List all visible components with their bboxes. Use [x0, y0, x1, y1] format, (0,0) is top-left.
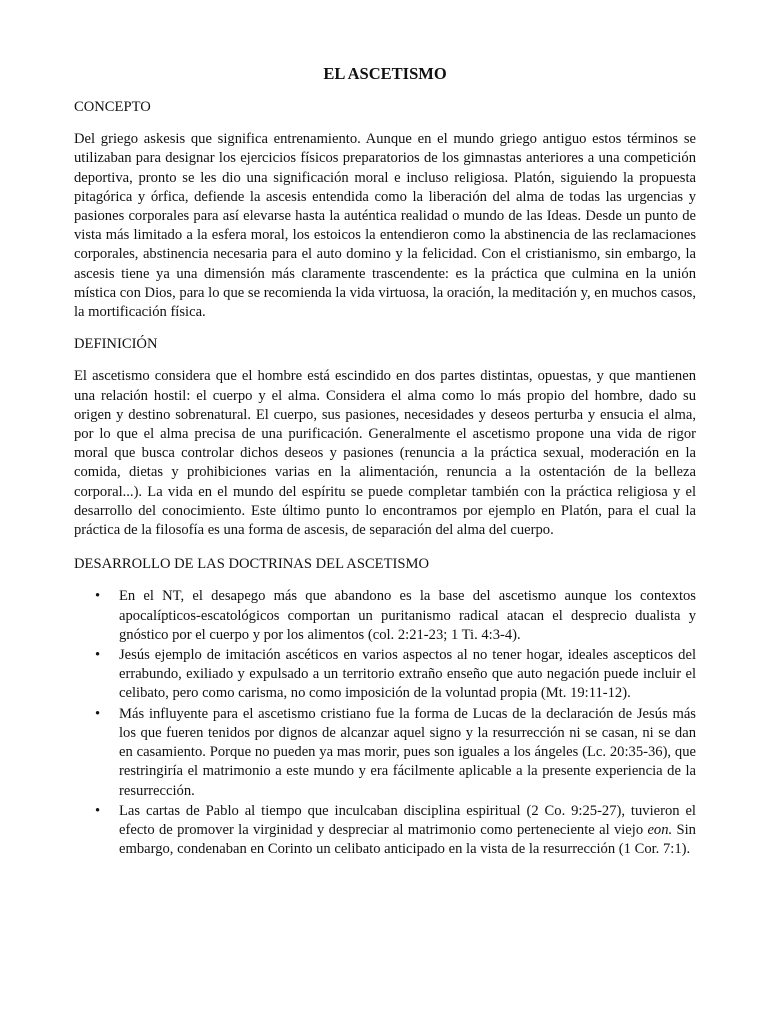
section-heading-concepto: CONCEPTO	[74, 99, 151, 115]
section-heading-desarrollo: DESARROLLO DE LAS DOCTRINAS DEL ASCETISMO	[74, 556, 429, 573]
list-item-text-start: Las cartas de Pablo al tiempo que inculcaban disciplina espiritual (2 Co. 9:25-27), tuvieron el efecto de promover la virginidad y despreciar al matrimonio como perteneciente al viejo	[119, 802, 696, 838]
document-page	[74, 64, 696, 860]
bullet-list	[74, 587, 696, 859]
list-item-italic-word: eon.	[647, 821, 673, 838]
list-item	[74, 646, 696, 704]
section-heading-definicion: DEFINICIÓN	[74, 336, 158, 353]
bullet-icon: •	[95, 705, 101, 722]
paragraph-definicion: El ascetismo considera que el hombre está escindido en dos partes distintas, opuestas, y que mantienen una relación hostil: el cuerpo y el alma. Considera el alma como lo más propio del hombre, dado su origen y destino sobrenatural. El cuerpo, sus pasiones, necesidades y deseos perturba y ensucia el alma, por lo que el alma precisa de una purificación. Generalmente el ascetismo propone una vida de rigor moral que busca controlar dichos deseos y pasiones (renuncia a la práctica sexual, moderación en la comida, dietas y prohibiciones varias en la alimentación, renuncia a la ostentación de la belleza corporal...). La vida en el mundo del espíritu se puede completar también con la práctica religiosa y el desarrollo del conocimiento. Este último punto lo encontramos por ejemplo en Platón, para el cual la práctica de la filosofía es una forma de ascesis, de separación del alma del cuerpo.	[74, 368, 696, 539]
list-item	[74, 705, 696, 801]
paragraph-concepto: Del griego askesis que significa entrenamiento. Aunque en el mundo griego antiguo estos términos se utilizaban para designar los ejercicios físicos preparatorios de los gimnastas anteriores a una competición deportiva, pronto se les dio una significación moral e incluso religiosa. Platón, siguiendo la propuesta pitagórica y órfica, defiende la ascesis entendida como la liberación del alma de todas las urgencias y pasiones corporales para así elevarse hasta la auténtica realidad o mundo de las Ideas. Desde un punto de vista más limitado a la esfera moral, los estoicos la entendieron como la abstinencia de las reclamaciones corporales, abstinencia necesaria para el auto domino y la felicidad. Con el cristianismo, sin embargo, la ascesis tiene ya una dimensión más claramente trascendente: es la práctica que culmina en la unión mística con Dios, para lo que se recomienda la vida virtuosa, la oración, la meditación y, en muchos casos, la mortificación física.	[74, 131, 696, 321]
bullet-icon: •	[95, 588, 101, 605]
document-title: EL ASCETISMO	[323, 64, 447, 83]
list-item-text: Jesús ejemplo de imitación ascéticos en varios aspectos al no tener hogar, ideales ascepticos del errabundo, exiliado y expulsado a un territorio extraño enseño que auto negación puede incluir el celibato, pero como carisma, no como imposición de la voluntad propia (Mt. 19:11-12).	[119, 647, 696, 702]
list-item	[74, 802, 696, 860]
list-item-text: En el NT, el desapego más que abandono es la base del ascetismo aunque los contextos apocalípticos-escatológicos comportan un puritanismo radical atacan el desprecio dualista y gnóstico por el cuerpo y por los alimentos (col. 2:21-23; 1 Ti. 4:3-4).	[119, 588, 696, 643]
bullet-icon: •	[95, 647, 101, 664]
bullet-icon: •	[95, 802, 101, 819]
list-item-text: Más influyente para el ascetismo cristiano fue la forma de Lucas de la declaración de Jesús más los que fueren tenidos por dignos de alcanzar aquel signo y la resurrección ni se casan, ni se dan en casamiento. Porque no pueden ya mas morir, pues son iguales a los ángeles (Lc. 20:35-36), que restringiría el matrimonio a este mundo y era fácilmente aplicable a la presente experiencia de la resurrección.	[119, 705, 696, 799]
list-item-text-end: Sin embargo, condenaban en Corinto un celibato anticipado en la vista de la resurrección (1 Cor. 7:1).	[119, 821, 696, 858]
list-item	[74, 587, 696, 645]
